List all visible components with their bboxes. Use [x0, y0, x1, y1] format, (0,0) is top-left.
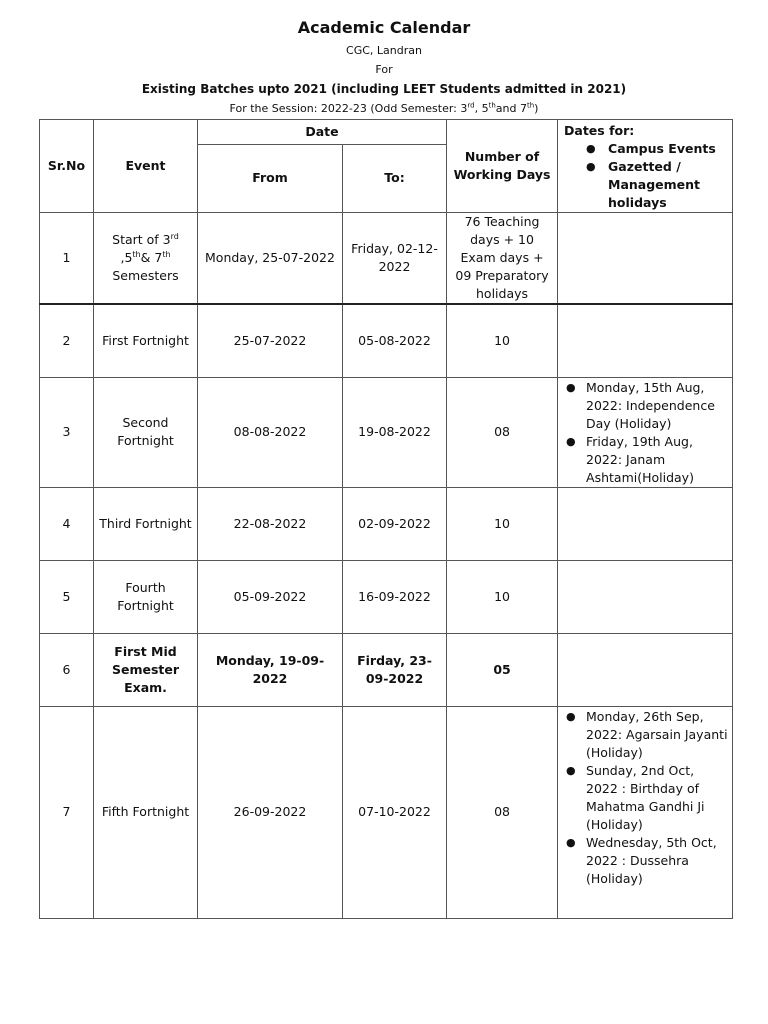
table-row — [40, 560, 733, 633]
row-srno: 6 — [40, 633, 94, 706]
table-row — [40, 213, 733, 305]
row-event: Third Fortnight — [94, 487, 198, 560]
session-text-2: , 5 — [474, 102, 489, 115]
row-notes — [558, 487, 733, 560]
row-notes — [558, 377, 733, 487]
table-row — [40, 706, 733, 918]
table-row — [40, 487, 733, 560]
row-to: 05-08-2022 — [343, 304, 447, 377]
row-event: First Fortnight — [94, 304, 198, 377]
row-notes — [558, 706, 733, 918]
header-row — [40, 120, 733, 145]
table-row — [40, 633, 733, 706]
col-header-from: From — [198, 144, 343, 212]
page-title: Academic Calendar — [297, 18, 471, 37]
holiday-note: ● Friday, 19th Aug, 2022: Janam Ashtami(Holiday) — [586, 433, 728, 487]
row-working-days: 76 Teaching days + 10 Exam days + 09 Preparatory holidays — [447, 213, 558, 305]
event-text: & 7 — [140, 250, 163, 265]
holiday-note: ● Monday, 26th Sep, 2022: Agarsain Jayanti (Holiday) — [586, 708, 728, 762]
event-sup: th — [132, 249, 141, 259]
session-text-4: ) — [534, 102, 539, 115]
holiday-note: ● Sunday, 2nd Oct, 2022 : Birthday of Mahatma Gandhi Ji (Holiday) — [586, 762, 728, 834]
row-srno: 2 — [40, 304, 94, 377]
holiday-list — [562, 708, 728, 888]
event-text: ,5 — [120, 250, 133, 265]
row-to: Friday, 02-12-2022 — [343, 213, 447, 305]
row-srno: 5 — [40, 560, 94, 633]
dates-for-item: ● Gazetted / Management holidays — [608, 158, 728, 212]
table-row — [40, 377, 733, 487]
session-text-1: For the Session: 2022-23 (Odd Semester: 3 — [229, 102, 468, 115]
holiday-note: ● Wednesday, 5th Oct, 2022 : Dussehra (Holiday) — [586, 834, 728, 888]
row-notes — [558, 560, 733, 633]
holiday-note: ● Monday, 15th Aug, 2022: Independence Day (Holiday) — [586, 379, 728, 433]
col-header-srno: Sr.No — [40, 120, 94, 213]
dates-for-item: ● Campus Events — [608, 140, 728, 158]
row-working-days: 10 — [447, 560, 558, 633]
batches-subtitle: Existing Batches upto 2021 (including LEET Students admitted in 2021) — [141, 82, 627, 96]
row-from: 08-08-2022 — [198, 377, 343, 487]
table-row — [40, 304, 733, 377]
event-text: Semesters — [112, 268, 179, 283]
session-line — [0, 102, 768, 115]
row-notes — [558, 633, 733, 706]
col-header-date: Date — [198, 120, 447, 145]
calendar-table — [39, 119, 733, 919]
row-working-days: 10 — [447, 487, 558, 560]
row-to: 16-09-2022 — [343, 560, 447, 633]
event-sup: th — [162, 249, 171, 259]
row-from: 26-09-2022 — [198, 706, 343, 918]
session-sup-3: th — [526, 101, 535, 110]
row-from: Monday, 19-09-2022 — [198, 633, 343, 706]
row-from: 25-07-2022 — [198, 304, 343, 377]
row-working-days: 05 — [447, 633, 558, 706]
row-to: 19-08-2022 — [343, 377, 447, 487]
row-event: First Mid Semester Exam. — [94, 633, 198, 706]
session-sup-1: rd — [467, 101, 475, 110]
row-working-days: 08 — [447, 706, 558, 918]
row-event: Fifth Fortnight — [94, 706, 198, 918]
row-from: 22-08-2022 — [198, 487, 343, 560]
row-srno: 1 — [40, 213, 94, 305]
institution-name: CGC, Landran — [346, 44, 422, 57]
row-event: Second Fortnight — [94, 377, 198, 487]
session-sup-2: th — [488, 101, 496, 110]
row-srno: 4 — [40, 487, 94, 560]
for-label: For — [375, 63, 393, 76]
row-event: Fourth Fortnight — [94, 560, 198, 633]
row-from: Monday, 25-07-2022 — [198, 213, 343, 305]
col-header-to: To: — [343, 144, 447, 212]
row-working-days: 08 — [447, 377, 558, 487]
row-working-days: 10 — [447, 304, 558, 377]
holiday-list — [562, 379, 728, 487]
col-header-dates-for — [558, 120, 733, 213]
row-to: Firday, 23-09-2022 — [343, 633, 447, 706]
col-header-working-days: Number of Working Days — [447, 120, 558, 213]
row-notes — [558, 304, 733, 377]
col-header-event: Event — [94, 120, 198, 213]
event-sup: rd — [170, 231, 179, 241]
event-text: Start of 3 — [112, 232, 171, 247]
row-event — [94, 213, 198, 305]
row-to: 02-09-2022 — [343, 487, 447, 560]
row-notes — [558, 213, 733, 305]
row-srno: 7 — [40, 706, 94, 918]
dates-for-label: Dates for: — [564, 123, 635, 138]
row-srno: 3 — [40, 377, 94, 487]
row-from: 05-09-2022 — [198, 560, 343, 633]
row-to: 07-10-2022 — [343, 706, 447, 918]
session-text-3: and 7 — [495, 102, 527, 115]
dates-for-list — [564, 140, 728, 212]
